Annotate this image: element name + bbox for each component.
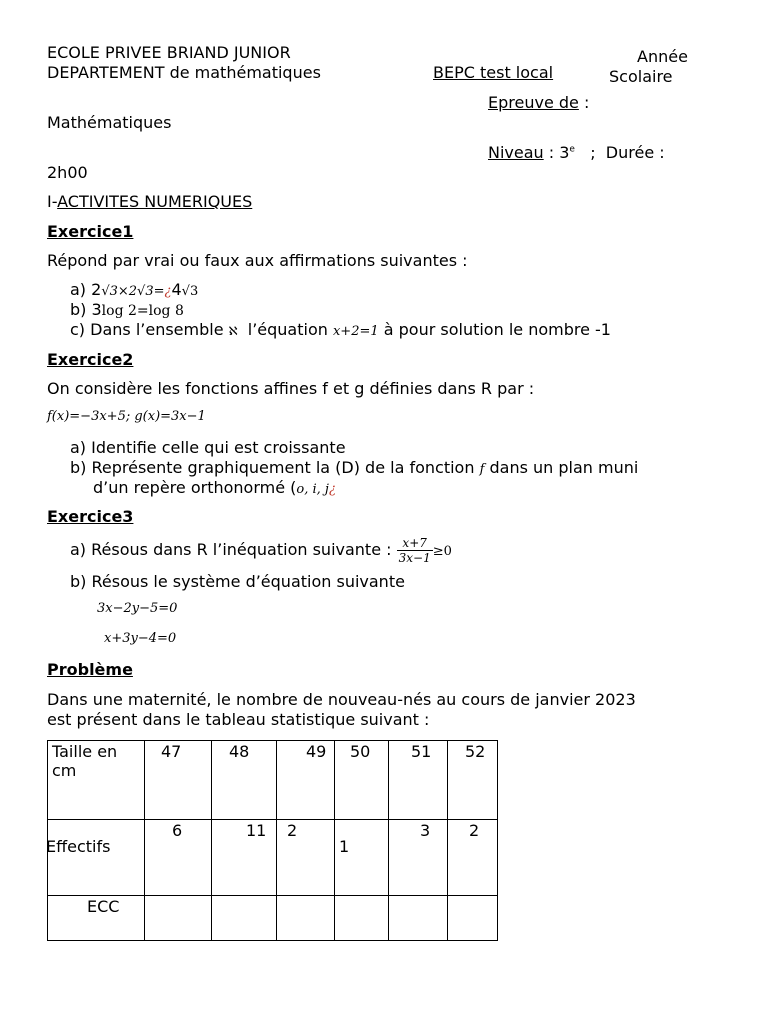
effectif-value: 3 <box>420 821 431 840</box>
table-cell <box>212 820 277 896</box>
niveau-sup: e <box>569 144 575 155</box>
section-prefix: I- <box>47 192 58 211</box>
problem-line-1: Dans une maternité, le nombre de nouveau-nés au cours de janvier 2023 <box>47 690 636 709</box>
item-b-text1: b) Représente graphiquement la (D) de la fonction <box>70 458 480 477</box>
exercise1-item-a <box>70 280 198 299</box>
item-b2-marker: ¿ <box>328 482 336 497</box>
exercise3-title: Exercice3 <box>47 507 134 526</box>
exercise2-intro: On considère les fonctions affines f et g définies dans R par : <box>47 379 535 398</box>
size-value: 47 <box>161 742 182 761</box>
item-a-label: a) 2 <box>70 280 102 299</box>
item-c-text1: c) Dans l’ensemble <box>70 320 229 339</box>
inequation-fraction <box>397 536 433 565</box>
effectifs-label: Effectifs <box>46 837 111 856</box>
table-cell <box>277 741 335 820</box>
year-label-1: Année <box>637 47 688 66</box>
duree-text: ; Durée : <box>574 143 665 162</box>
table-row-effectifs <box>48 820 498 896</box>
epreuve-sep: : <box>578 93 590 112</box>
table-cell <box>277 896 335 941</box>
exercise2-item-a: a) Identifie celle qui est croissante <box>70 438 346 457</box>
table-cell <box>389 741 448 820</box>
effectif-value: 2 <box>287 821 298 840</box>
table-cell <box>145 896 212 941</box>
duration: 2h00 <box>47 163 88 182</box>
exercise3-item-b: b) Résous le système d’équation suivante <box>70 572 405 591</box>
size-value: 50 <box>350 742 371 761</box>
exam-title: BEPC test local <box>433 63 554 82</box>
item-a-math: √3×2√3= <box>101 284 165 299</box>
epreuve-label: Epreuve de <box>488 93 579 112</box>
exercise1-item-c <box>70 320 611 339</box>
table-cell <box>335 820 389 896</box>
exercise2-functions: f(x)=−3x+5; g(x)=3x−1 <box>47 409 206 424</box>
table-row-ecc <box>48 896 498 941</box>
size-value: 51 <box>411 742 432 761</box>
table-cell <box>145 741 212 820</box>
section-heading <box>47 192 252 211</box>
exercise2-item-b-line2 <box>93 478 336 497</box>
table-cell <box>448 896 498 941</box>
table-header-cell <box>48 741 145 820</box>
epreuve-line <box>488 93 589 112</box>
subject: Mathématiques <box>47 113 172 132</box>
table-cell <box>389 896 448 941</box>
fraction-numerator: x+7 <box>397 536 433 551</box>
size-value: 48 <box>229 742 250 761</box>
niveau-line <box>488 143 665 162</box>
item-b-label: b) 3 <box>70 300 102 319</box>
table-header-cell <box>48 820 145 896</box>
niveau-value: : 3 <box>543 143 570 162</box>
system-equation-1: 3x−2y−5=0 <box>97 601 178 616</box>
school-name: ECOLE PRIVEE BRIAND JUNIOR <box>47 43 291 62</box>
table-cell <box>448 820 498 896</box>
item-b-math: log 2=log 8 <box>101 303 184 319</box>
table-cell <box>389 820 448 896</box>
table-header-cell <box>48 896 145 941</box>
effectif-value: 6 <box>172 821 183 840</box>
effectif-value: 1 <box>339 837 350 856</box>
exercise1-intro: Répond par vrai ou faux aux affirmations suivantes : <box>47 251 468 270</box>
size-label-2: cm <box>52 761 77 780</box>
exercise1-title: Exercice1 <box>47 222 134 241</box>
table-row-sizes <box>48 741 498 820</box>
table-cell <box>335 896 389 941</box>
item-c-text3: à pour solution le nombre -1 <box>378 320 611 339</box>
table-cell <box>335 741 389 820</box>
table-cell <box>212 741 277 820</box>
item-c-set: ℵ <box>228 324 238 338</box>
table-cell <box>145 820 212 896</box>
size-value: 52 <box>465 742 486 761</box>
exercise2-title: Exercice2 <box>47 350 134 369</box>
item-c-math: x+2=1 <box>332 324 379 339</box>
table-cell <box>277 820 335 896</box>
item-b-math: f <box>479 462 485 477</box>
item-a-end: √3 <box>181 284 199 299</box>
item-a-after: 4 <box>171 280 182 299</box>
exercise2-item-b <box>70 458 638 477</box>
table-cell <box>448 741 498 820</box>
item-a-marker: ¿ <box>164 284 172 299</box>
item-b2-math: o, i, j <box>296 482 329 497</box>
problem-line-2: est présent dans le tableau statistique suivant : <box>47 710 430 729</box>
ecc-label: ECC <box>87 897 120 916</box>
item-c-text2: l’équation <box>237 320 333 339</box>
inequation-rhs: ≥0 <box>432 544 452 559</box>
system-equation-2: x+3y−4=0 <box>104 631 177 646</box>
size-label-1: Taille en <box>52 742 118 761</box>
section-title: ACTIVITES NUMERIQUES <box>57 192 253 211</box>
size-value: 49 <box>306 742 327 761</box>
effectif-value: 11 <box>246 821 267 840</box>
niveau-label: Niveau <box>488 143 544 162</box>
item-b-end: dans un plan muni <box>484 458 639 477</box>
year-label-2: Scolaire <box>609 67 673 86</box>
table-cell <box>212 896 277 941</box>
department-name: DEPARTEMENT de mathématiques <box>47 63 321 82</box>
exercise3-item-a <box>70 536 452 565</box>
item-a-text: a) Résous dans R l’inéquation suivante : <box>70 540 397 559</box>
statistics-table <box>47 740 498 941</box>
exercise1-item-b <box>70 300 184 319</box>
fraction-denominator: 3x−1 <box>398 551 431 565</box>
effectif-value: 2 <box>469 821 480 840</box>
problem-title: Problème <box>47 660 133 679</box>
item-b2-text: d’un repère orthonormé ( <box>93 478 297 497</box>
